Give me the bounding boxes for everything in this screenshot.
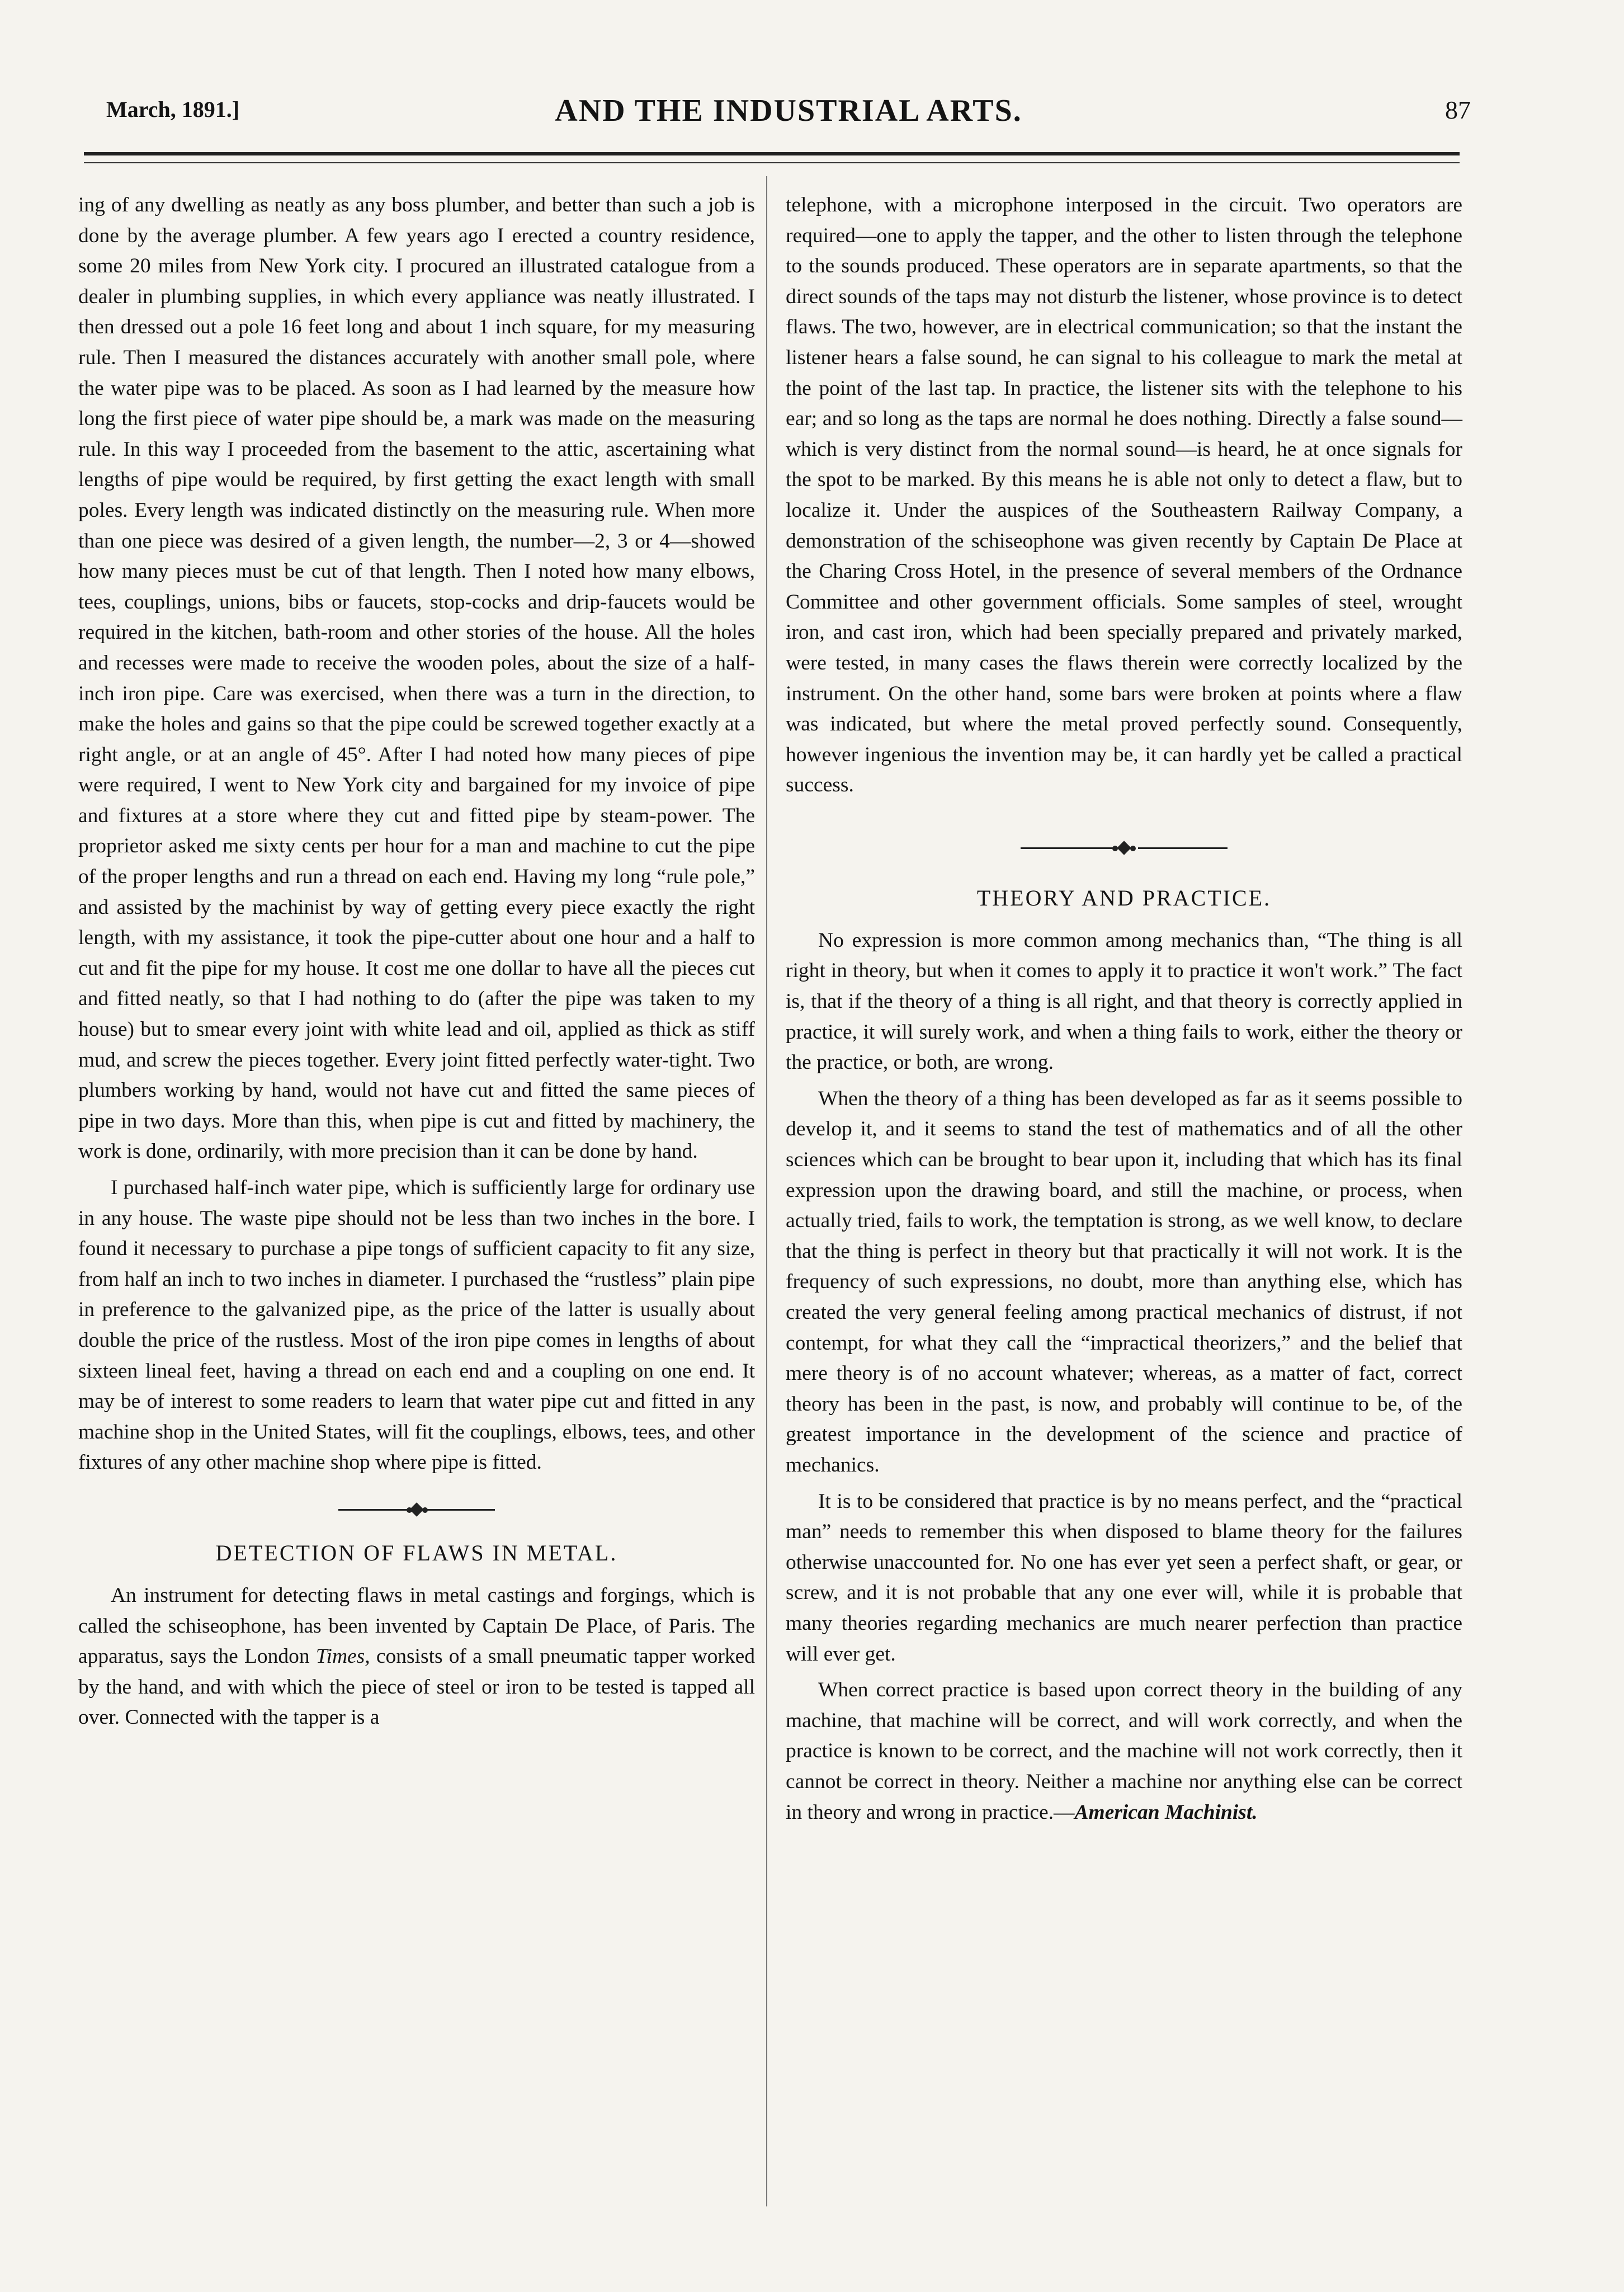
left-column [78, 190, 755, 1733]
theory-section-title: THEORY AND PRACTICE. [976, 885, 1272, 911]
flaws-section-title: DETECTION OF FLAWS IN METAL. [215, 1540, 618, 1565]
theory-paragraph-4-text: When correct practice is based upon correct theory in the building of any machine, that machine will be correct, and will work correctly, and when the practice is known to be correct, and the machine will not work correctly, then it cannot be correct in theory. Neither a machine nor anything else can be correct in theory and wrong in practice.— [786, 1678, 1462, 1824]
page-number: 87 [1445, 96, 1471, 124]
theory-paragraph-1: No expression is more common among mechanics than, “The thing is all right in theory, but when it comes to apply it to practice it won't work.” The fact is, that if the theory of a thing is all right, and that theory is correctly applied in practice, it will surely work, and when a thing fails to work, either the theory or the practice, or both, are wrong. [786, 928, 1462, 1074]
column-divider [766, 176, 767, 2206]
theory-paragraph-2: When the theory of a thing has been developed as far as it seems possible to develop it, and it seems to stand the test of mathematics and of all the other sciences which can be brought to bear upon it, including that which has its final expression upon the drawing board, and still the machine, or process, when actually tried, fails to work, the temptation is strong, as we well know, to declare that the thing is perfect in theory but that practically it will not work. It is the frequency of such expressions, no doubt, more than anything else, which has created the very general feeling among practical mechanics of distrust, if not contempt, for what they call the “impractical theorizers,” and the belief that mere theory is of no account whatever; whereas, as a matter of fact, correct theory has been in the past, is now, and probably will continue to be, of the greatest importance in the development of the science and practice of mechanics. [786, 1087, 1462, 1477]
section-ornament [1021, 837, 1228, 859]
header-rule-thick [84, 152, 1460, 155]
right-column [786, 190, 1462, 1828]
flaws-intro-text-cont: consists of a small pneumatic tapper worked by the hand, and with which the piece of steel or iron to be tested is tapped all over. Connected with the tapper is a [78, 1645, 755, 1729]
header-date: March, 1891.] [106, 97, 240, 122]
header-rule-thin [84, 162, 1460, 163]
header-title: AND THE INDUSTRIAL ARTS. [555, 93, 1022, 128]
flaws-intro-paragraph [78, 1581, 755, 1733]
source-byline: American Machinist. [1074, 1800, 1258, 1824]
plumbing-paragraph-1: ing of any dwelling as neatly as any boss plumber, and better than such a job is done by the average plumber. A few years ago I erected a country residence, some 20 miles from New York city. I procured an illustrated catalogue from a dealer in plumbing supplies, in which every appliance was neatly illustrated. I then dressed out a pole 16 feet long and about 1 inch square, for my measuring rule. Then I measured the distances accurately with another small pole, where the water pipe was to be placed. As soon as I had learned by the measure how long the first piece of water pipe should be, a mark was made on the measuring rule. In this way I proceeded from the basement to the attic, ascertaining what lengths of pipe would be required, by first getting the exact length with small poles. Every length was indicated distinctly on the measuring rule. When more than one piece was desired of a given length, the number—2, 3 or 4—showed how many pieces must be cut of that length. Then I noted how many elbows, tees, couplings, unions, bibs or faucets, stop-cocks and drip-faucets would be required in the kitchen, bath-room and other stories of the house. All the holes and recesses were made to receive the wooden poles, about the size of a half-inch iron pipe. Care was exercised, when there was a turn in the direction, to make the holes and gains so that the pipe could be screwed together exactly at a right angle, or at an angle of 45°. After I had noted how many pieces of pipe were required, I went to New York city and bargained for my invoice of pipe and fixtures at a store where they cut and fitted pipe by steam-power. The proprietor asked me sixty cents per hour for a man and machine to cut the pipe of the proper lengths and run a thread on each end. Having my long “rule pole,” and assisted by the machinist by way of getting every piece exactly the right length, with my assistance, it took the pipe-cutter about one hour and a half to cut and fit the pipe for my house. It cost me one dollar to have all the pieces cut and fitted neatly, so that I had nothing to do (after the pipe was taken to my house) but to smear every joint with white lead and oil, applied as thick as stiff mud, and screw the pieces together. Every joint fitted perfectly water-tight. Two plumbers working by hand, would not have cut and fitted the same pieces of pipe in two days. More than this, when pipe is cut and fitted by machinery, the work is done, ordinarily, with more precision than it can be done by hand. [78, 194, 755, 1163]
page-header [106, 84, 1471, 145]
section-ornament [338, 1498, 495, 1521]
flaws-intro-text: An instrument for detecting flaws in metal castings and forgings, which is called the schiseophone, has been invented by Captain De Place, of Paris. The apparatus, says the London [78, 1583, 755, 1668]
flaws-continued-paragraph: telephone, with a microphone interposed in the circuit. Two operators are required—one to apply the tapper, and the other to listen through the telephone to the sounds produced. These operators are in separate apartments, so that the direct sounds of the taps may not disturb the listener, whose province is to detect flaws. The two, however, are in electrical communication; so that the instant the listener hears a false sound, he can signal to his colleague to mark the metal at the point of the last tap. In practice, the listener sits with the telephone to his ear; and so long as the taps are normal he does nothing. Directly a false sound—which is very distinct from the normal sound—is heard, he at once signals for the spot to be marked. By this means he is able not only to detect a flaw, but to localize it. Under the auspices of the Southeastern Railway Company, a demonstration of the schiseophone was given recently by Captain De Place at the Charing Cross Hotel, in the presence of several members of the Ordnance Committee and other government officials. Some samples of steel, wrought iron, and cast iron, which had been specially prepared and privately marked, were tested, in many cases the flaws therein were correctly localized by the instrument. On the other hand, some bars were broken at points where a flaw was indicated, but where the metal proved perfectly sound. Consequently, however ingenious the invention may be, it can hardly yet be called a practical success. [786, 194, 1462, 797]
london-times-title: Times, [315, 1645, 370, 1668]
theory-paragraph-3: It is to be considered that practice is by no means perfect, and the “practical man” needs to remember this when disposed to blame theory for the failures otherwise unaccounted for. No one has ever yet seen a perfect shaft, or gear, or screw, and it is not probable that any one ever will, while it is probable that many theories regarding mechanics are much nearer perfection than practice will ever get. [786, 1489, 1462, 1666]
plumbing-paragraph-2: I purchased half-inch water pipe, which is sufficiently large for ordinary use in any house. The waste pipe should not be less than two inches in the bore. I found it necessary to purchase a pipe tongs of sufficient capacity to fit any size, from half an inch to two inches in diameter. I purchased the “rustless” plain pipe in preference to the galvanized pipe, as the price of the latter is usually about double the price of the rustless. Most of the iron pipe comes in lengths of about sixteen lineal feet, having a thread on each end and a coupling on one end. It may be of interest to some readers to learn that water pipe cut and fitted in any machine shop in the United States, will fit the couplings, elbows, tees, and other fixtures of any other machine shop where pipe is fitted. [78, 1176, 755, 1474]
theory-paragraph-4 [786, 1675, 1462, 1828]
